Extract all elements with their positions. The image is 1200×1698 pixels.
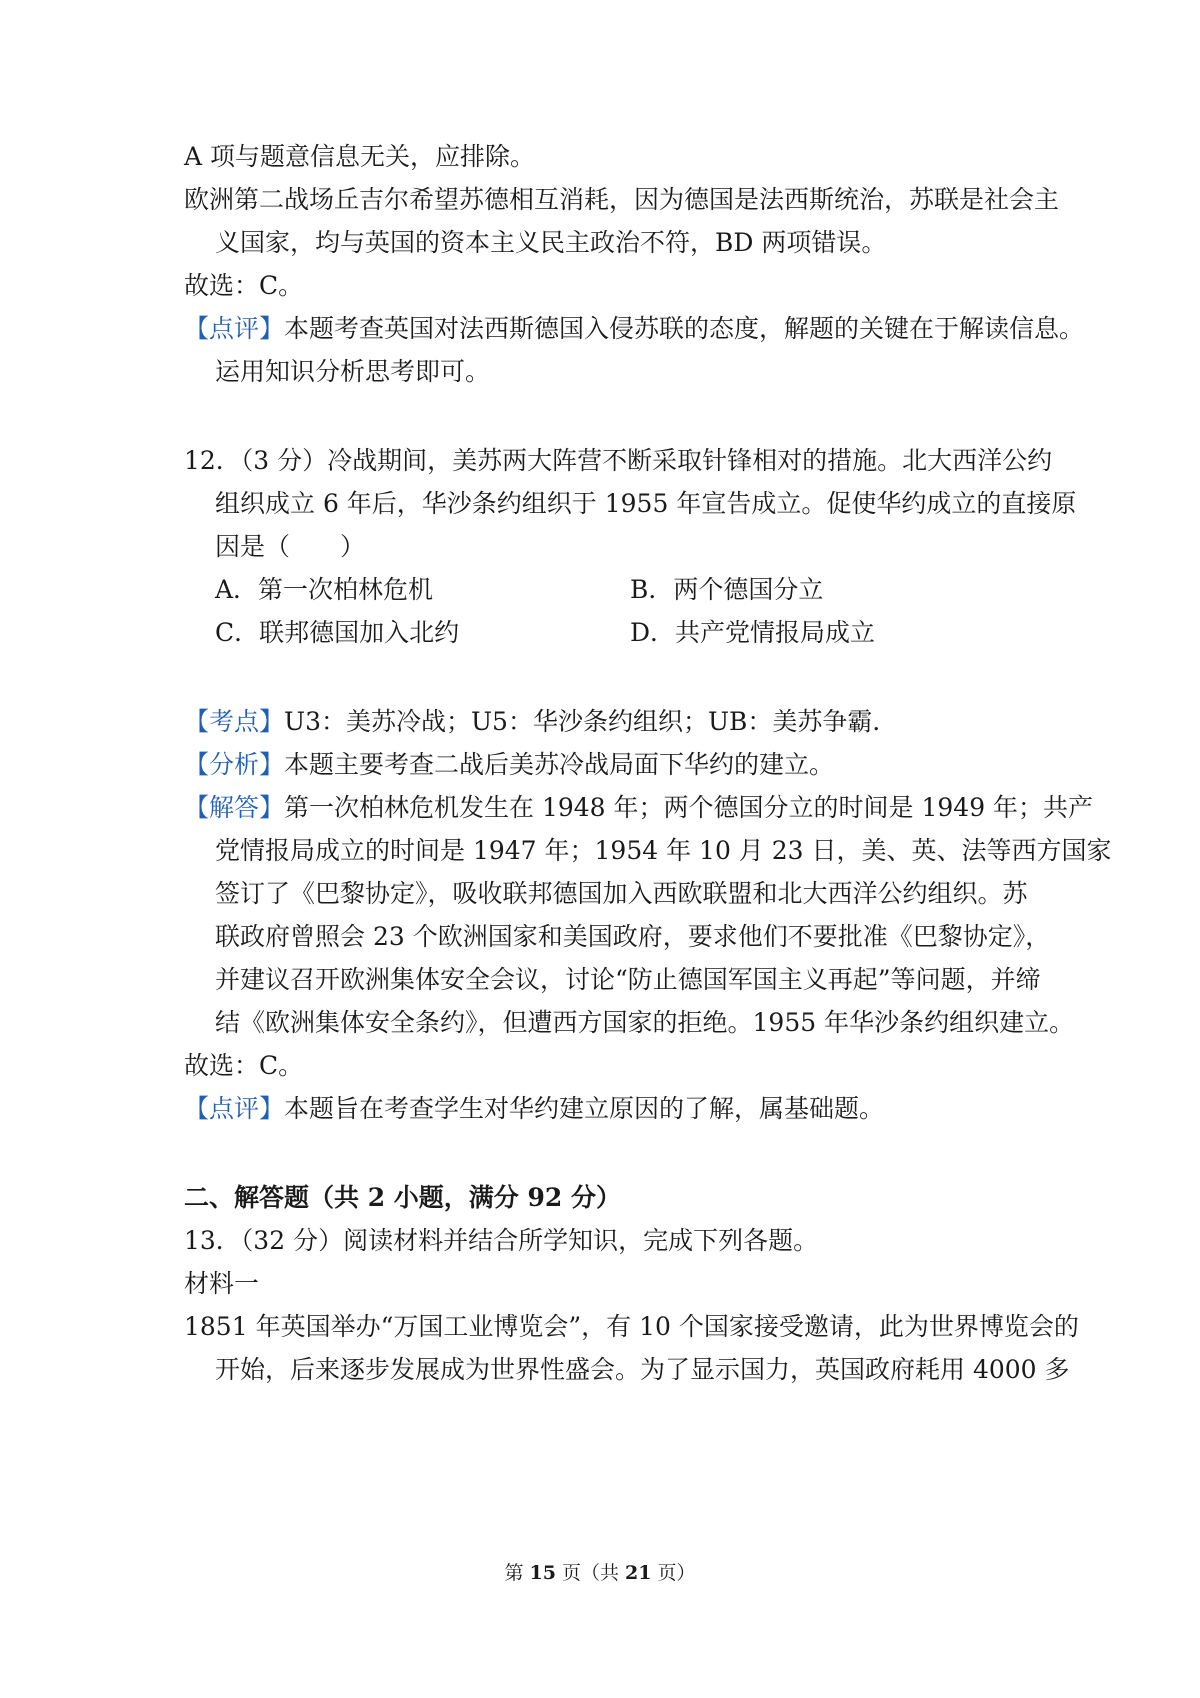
q11-explanation-line-2: 义国家，均与英国的资本主义民主政治不符，BD 两项错误。 — [215, 228, 887, 257]
analysis-text: 本题主要考查二战后美苏冷战局面下华约的建立。 — [284, 750, 835, 779]
q13-material-label: 材料一 — [184, 1269, 260, 1298]
section-heading: 二、解答题（共 2 小题，满分 92 分） — [184, 1183, 622, 1212]
footer-suffix: 页） — [651, 1562, 696, 1584]
q11-explanation-line-1: 欧洲第二战场丘吉尔希望苏德相互消耗，因为德国是法西斯统治，苏联是社会主 — [184, 185, 1060, 214]
q12-analysis — [184, 747, 834, 783]
q11-option-a-note: A 项与题意信息无关，应排除。 — [184, 142, 536, 171]
footer-page-number: 15 — [529, 1562, 556, 1584]
point-tag: 【考点】 — [184, 707, 285, 736]
q11-comment-line-1 — [184, 311, 1084, 347]
comment-tag: 【点评】 — [184, 314, 285, 343]
q12-stem-line-2: 组织成立 6 年后，华沙条约组织于 1955 年宣告成立。促使华约成立的直接原 — [215, 489, 1077, 518]
q13-stem: 13．（32 分）阅读材料并结合所学知识，完成下列各题。 — [184, 1226, 819, 1255]
q12-stem-line-3: 因是（ ） — [215, 532, 366, 561]
q11-answer: 故选：C。 — [184, 271, 304, 300]
q12-answer: 故选：C。 — [184, 1051, 304, 1080]
q12-solution-line-3: 签订了《巴黎协定》，吸收联邦德国加入西欧联盟和北大西洋公约组织。苏 — [215, 879, 1028, 908]
q12-stem-line-1: 12．（3 分）冷战期间，美苏两大阵营不断采取针锋相对的措施。北大西洋公约 — [184, 446, 1053, 475]
q12-option-c: C．联邦德国加入北约 — [215, 618, 460, 647]
q12-solution-line-6: 结《欧洲集体安全条约》，但遭西方国家的拒绝。1955 年华沙条约组织建立。 — [215, 1008, 1075, 1037]
comment-tag: 【点评】 — [184, 1094, 285, 1123]
footer-total-pages: 21 — [625, 1562, 652, 1584]
comment-text: 本题考查英国对法西斯德国入侵苏联的态度，解题的关键在于解读信息。 — [284, 314, 1085, 343]
footer-middle: 页（共 — [555, 1562, 626, 1584]
comment-text: 本题旨在考查学生对华约建立原因的了解，属基础题。 — [284, 1094, 885, 1123]
footer-prefix: 第 — [504, 1562, 530, 1584]
q13-material-line-2: 开始，后来逐步发展成为世界性盛会。为了显示国力，英国政府耗用 4000 多 — [215, 1355, 1070, 1384]
q12-option-d: D．共产党情报局成立 — [630, 618, 876, 647]
page-footer — [0, 1558, 1200, 1588]
q11-comment-line-2: 运用知识分析思考即可。 — [215, 357, 491, 386]
analysis-tag: 【分析】 — [184, 750, 285, 779]
solution-tag: 【解答】 — [184, 793, 285, 822]
q12-solution-line-4: 联政府曾照会 23 个欧洲国家和美国政府，要求他们不要批准《巴黎协定》， — [215, 922, 1051, 951]
q12-option-b: B．两个德国分立 — [630, 575, 824, 604]
q12-point — [184, 704, 897, 740]
q12-solution-line-5: 并建议召开欧洲集体安全会议，讨论“防止德国军国主义再起”等问题，并缔 — [215, 965, 1041, 994]
q12-option-a: A．第一次柏林危机 — [215, 575, 434, 604]
point-text: U3：美苏冷战；U5：华沙条约组织；UB：美苏争霸． — [284, 707, 898, 736]
q13-material-line-1: 1851 年英国举办“万国工业博览会”，有 10 个国家接受邀请，此为世界博览会的 — [184, 1312, 1079, 1341]
q12-solution-line-1 — [184, 790, 1093, 826]
q12-comment — [184, 1091, 884, 1127]
q12-solution-line-2: 党情报局成立的时间是 1947 年；1954 年 10 月 23 日，美、英、法等西方国家 — [215, 836, 1112, 865]
solution-text: 第一次柏林危机发生在 1948 年；两个德国分立的时间是 1949 年；共产 — [284, 793, 1094, 822]
